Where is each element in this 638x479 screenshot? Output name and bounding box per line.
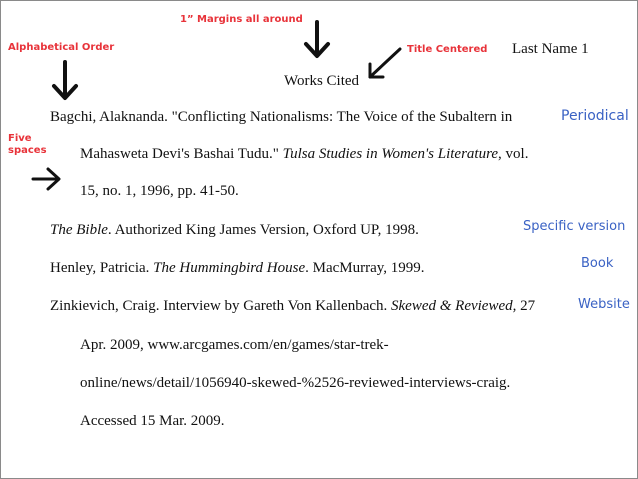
entry-zinkievich-site: Skewed & Reviewed, — [391, 298, 517, 314]
five-spaces-annotation — [8, 133, 47, 157]
entry-bible-title: The Bible — [50, 222, 108, 238]
alphabetical-annotation: Alphabetical Order — [8, 42, 115, 53]
entry-zinkievich-line3: online/news/detail/1056940-skewed-%2526-reviewed-interviews-craig. — [80, 375, 511, 391]
running-head: Last Name 1 — [512, 41, 589, 57]
label-specific-version: Specific version — [523, 219, 626, 234]
entry-bible-rest: . Authorized King James Version, Oxford UP, 1998. — [107, 222, 419, 238]
label-book: Book — [581, 256, 614, 271]
entry-zinkievich-author: Zinkievich, Craig. Interview by Gareth Von Kallenbach. — [50, 298, 392, 314]
page-title: Works Cited — [284, 73, 360, 89]
entry-bible — [50, 221, 419, 239]
entry-henley-publisher: . MacMurray, 1999. — [305, 260, 425, 276]
entry-zinkievich-line2: Apr. 2009, www.arcgames.com/en/games/star-trek- — [80, 337, 389, 353]
entry-bagchi-line1: Bagchi, Alaknanda. "Conflicting Nationalisms: The Voice of the Subaltern in — [50, 109, 513, 125]
entry-zinkievich-line4: Accessed 15 Mar. 2009. — [80, 413, 225, 429]
arrow-down-icon — [302, 20, 332, 60]
title-centered-annotation: Title Centered — [407, 44, 488, 55]
entry-bagchi-text: Mahasweta Devi's Bashai Tudu." — [80, 146, 283, 162]
entry-henley-title: The Hummingbird House — [153, 260, 306, 276]
entry-bagchi-line2 — [80, 145, 528, 163]
five-spaces-line2: spaces — [8, 145, 47, 156]
five-spaces-line1: Five — [8, 133, 32, 144]
entry-henley-author: Henley, Patricia. — [50, 260, 154, 276]
label-periodical: Periodical — [561, 108, 629, 124]
entry-zinkievich-day: 27 — [516, 298, 536, 314]
arrow-right-icon — [30, 166, 64, 192]
entry-bagchi-journal: Tulsa Studies in Women's Literature — [282, 146, 499, 162]
arrow-down-left-icon — [364, 46, 404, 82]
label-website: Website — [578, 297, 630, 312]
margins-annotation: 1” Margins all around — [180, 14, 303, 25]
entry-zinkievich-line1 — [50, 297, 535, 315]
arrow-down-icon — [50, 60, 80, 102]
entry-henley — [50, 259, 425, 277]
entry-bagchi-vol: , vol. — [498, 146, 529, 162]
entry-bagchi-line3: 15, no. 1, 1996, pp. 41-50. — [80, 183, 239, 199]
